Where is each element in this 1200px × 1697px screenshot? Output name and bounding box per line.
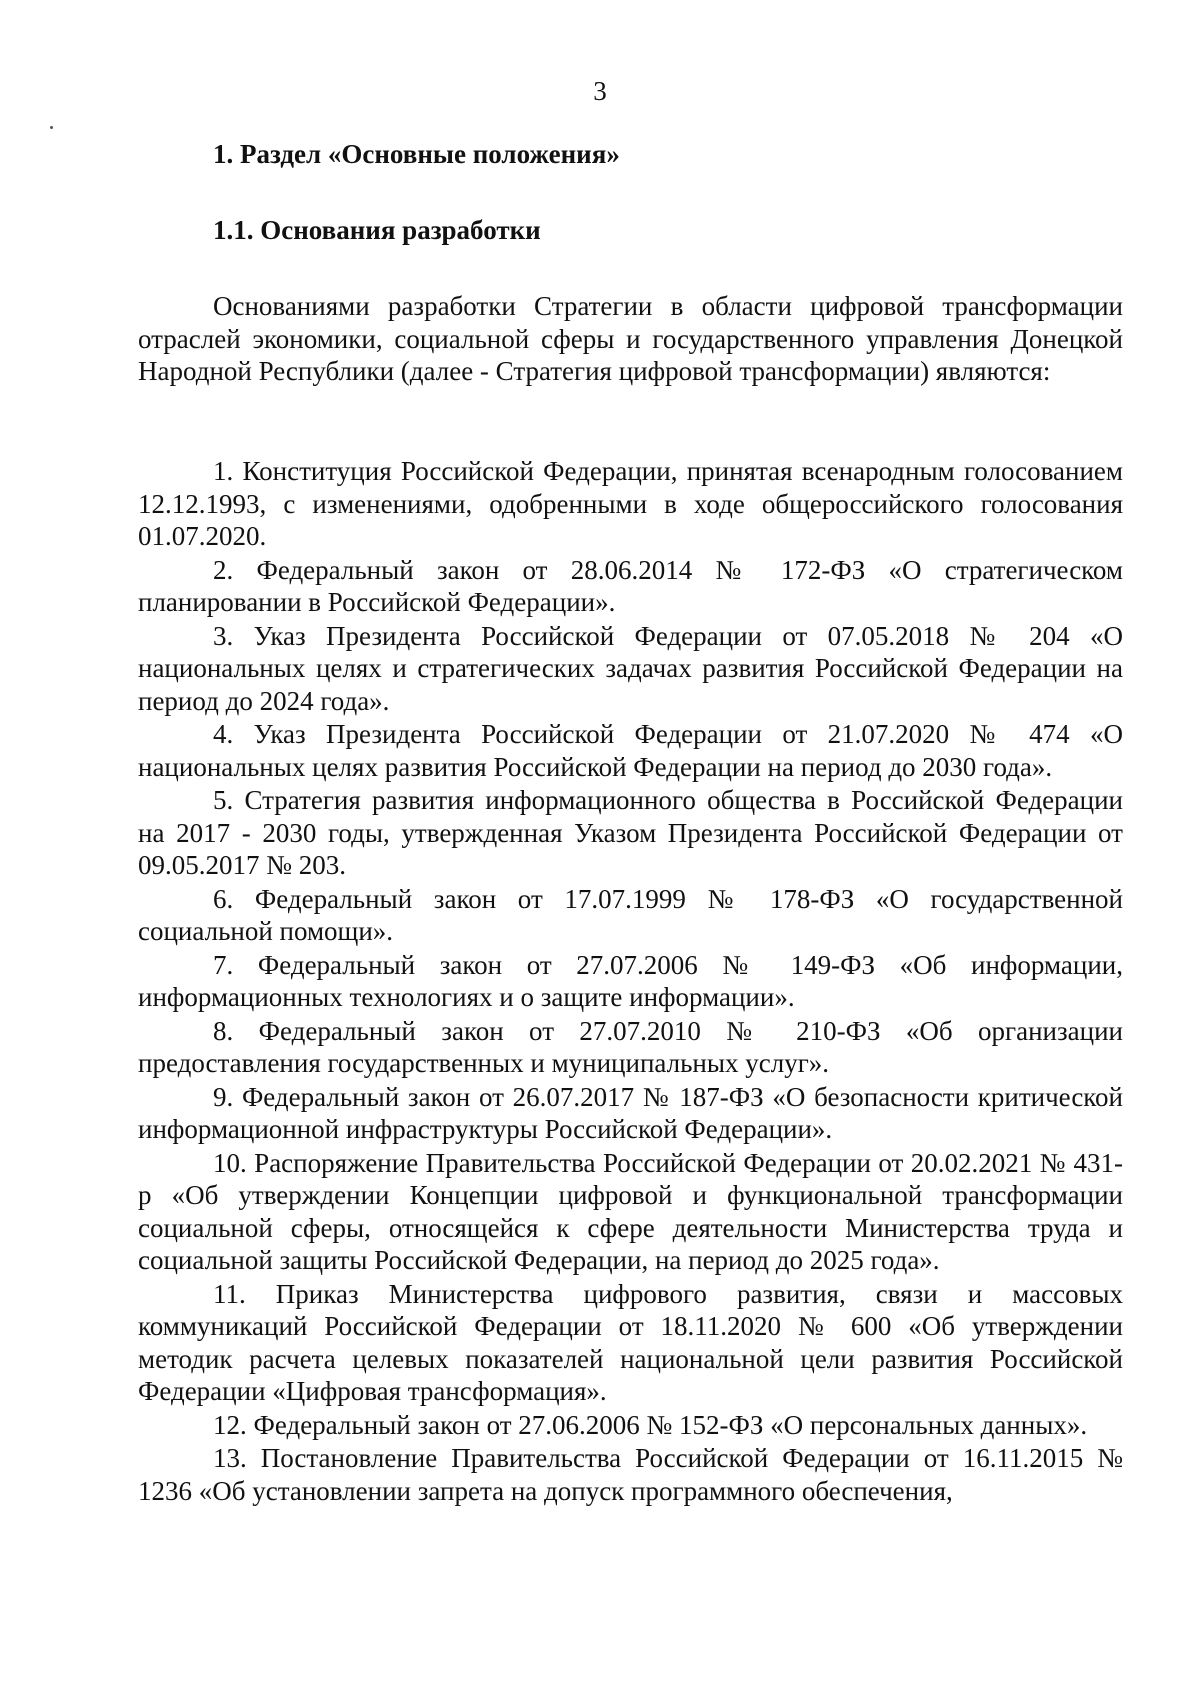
list-item: 2. Федеральный закон от 28.06.2014 № 172-ФЗ «О стратегическом планировании в Российской Федерации». — [138, 554, 1123, 617]
list-item: 3. Указ Президента Российской Федерации от 07.05.2018 № 204 «О национальных целях и стратегических задачах развития Российской Федерации на период до 2024 года». — [138, 620, 1123, 716]
subsection-heading: 1.1. Основания разработки — [213, 215, 541, 245]
intro-paragraph: Основаниями разработки Стратегии в области цифровой трансформации отраслей экономики, социальной сферы и государственного управления Донецкой Народной Республики (далее - Стратегия цифровой трансформации) являются: — [138, 291, 1123, 386]
list-item: 12. Федеральный закон от 27.06.2006 № 152-ФЗ «О персональных данных». — [213, 1409, 1088, 1440]
list-item: 9. Федеральный закон от 26.07.2017 № 187-ФЗ «О безопасности критической информационной инфраструктуры Российской Федерации». — [138, 1081, 1123, 1144]
list-item: 1. Конституция Российской Федерации, принятая всенародным голосованием 12.12.1993, с изменениями, одобренными в ходе общероссийского голосования 01.07.2020. — [138, 456, 1123, 551]
list-item: 5. Стратегия развития информационного общества в Российской Федерации на 2017 - 2030 годы, утвержденная Указом Президента Российской Федерации от 09.05.2017 № 203. — [138, 785, 1123, 880]
list-item: 10. Распоряжение Правительства Российской Федерации от 20.02.2021 № 431-р «Об утверждении Концепции цифровой и функциональной трансформации социальной сферы, относящейся к сфере деятельности Министерства труда и социальной защиты Российской Федерации, на период до 2025 года». — [138, 1147, 1123, 1275]
list-item: 4. Указ Президента Российской Федерации от 21.07.2020 № 474 «О национальных целях развития Российской Федерации на период до 2030 года». — [138, 719, 1123, 782]
list-item: 6. Федеральный закон от 17.07.1999 № 178-ФЗ «О государственной социальной помощи». — [138, 883, 1123, 946]
list-item: 13. Постановление Правительства Российской Федерации от 16.11.2015 № 1236 «Об установлении запрета на допуск программного обеспечения, — [138, 1443, 1123, 1506]
list-item: 8. Федеральный закон от 27.07.2010 № 210-ФЗ «Об организации предоставления государственных и муниципальных услуг». — [138, 1015, 1123, 1078]
scan-speck — [50, 126, 53, 129]
section-heading: 1. Раздел «Основные положения» — [213, 139, 620, 169]
list-item: 11. Приказ Министерства цифрового развития, связи и массовых коммуникаций Российской Федерации от 18.11.2020 № 600 «Об утверждении методик расчета целевых показателей национальной цели развития Российской Федерации «Цифровая трансформация». — [138, 1278, 1123, 1406]
legal-basis-list — [138, 455, 1123, 1508]
page-number: 3 — [593, 76, 607, 106]
list-item: 7. Федеральный закон от 27.07.2006 № 149-ФЗ «Об информации, информационных технологиях и о защите информации». — [138, 949, 1123, 1012]
